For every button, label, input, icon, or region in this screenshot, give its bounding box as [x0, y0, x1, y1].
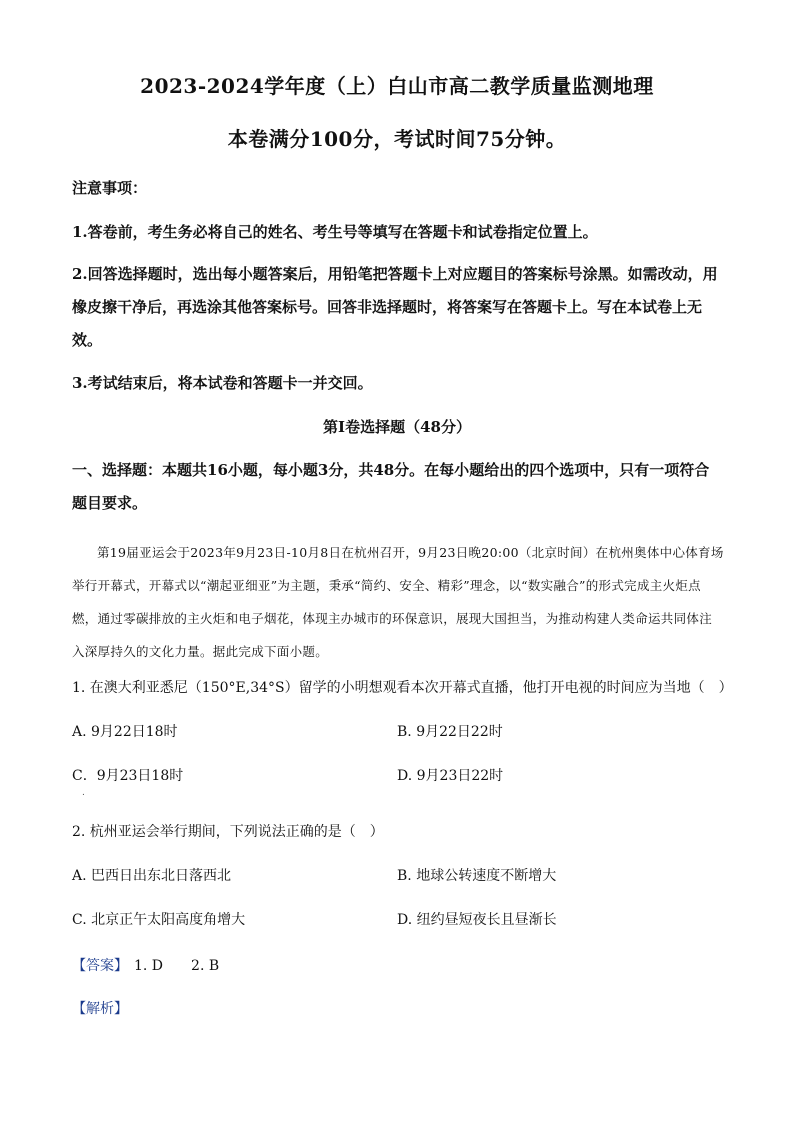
- notice-item-2: 2.回答选择题时，选出每小题答案后，用铅笔把答题卡上对应题目的答案标号涂黑。如需改动，用橡皮擦干净后，再选涂其他答案标号。回答非选择题时，将答案写在答题卡上。写在本试卷上无效。: [72, 265, 718, 349]
- question-1-option-d: D. 9月23日22时: [397, 768, 504, 784]
- question-2-stem: 2. 杭州亚运会举行期间，下列说法正确的是（ ）: [72, 824, 384, 840]
- section-heading: 第Ⅰ卷选择题（48分）: [323, 418, 471, 436]
- notice-item-3: 3.考试结束后，将本试卷和答题卡一并交回。: [72, 374, 373, 392]
- section-instruction: 一、选择题：本题共16小题，每小题3分，共48分。在每小题给出的四个选项中，只有一项符合题目要求。: [72, 461, 710, 512]
- answer-tag: 【答案】: [72, 958, 128, 974]
- exam-subtitle: 本卷满分100分，考试时间75分钟。: [227, 127, 567, 151]
- question-1-option-b: B. 9月22日22时: [397, 724, 503, 740]
- notice-item-1: 1.答卷前，考生务必将自己的姓名、考生号等填写在答题卡和试卷指定位置上。: [72, 223, 598, 241]
- question-2-option-a: A. 巴西日出东北日落西北: [72, 868, 232, 884]
- analysis-tag: 【解析】: [72, 1001, 128, 1017]
- question-2-option-c: C. 北京正午太阳高度角增大: [72, 912, 246, 928]
- exam-title: 2023-2024学年度（上）白山市高二教学质量监测地理: [140, 74, 654, 98]
- question-2-option-b: B. 地球公转速度不断增大: [397, 868, 557, 884]
- notice-heading: 注意事项：: [72, 179, 148, 197]
- question-1-option-a: A. 9月22日18时: [72, 724, 178, 740]
- answer-values: 1. D 2. B: [134, 958, 220, 974]
- question-1-option-c: C．9月23日18时: [72, 768, 184, 784]
- stray-dot: .: [82, 788, 85, 798]
- question-1-stem: 1. 在澳大利亚悉尼（150°E,34°S）留学的小明想观看本次开幕式直播，他打开电视的时间应为当地（ ）: [72, 680, 733, 696]
- question-2-option-d: D. 纽约昼短夜长且昼渐长: [397, 912, 557, 928]
- answer-block: [72, 955, 219, 975]
- question-intro: 第19届亚运会于2023年9月23日-10月8日在杭州召开，9月23日晚20:00（北京时间）在杭州奥体中心体育场举行开幕式，开幕式以“潮起亚细亚”为主题，秉承“简约、安全、精彩”理念，以“数实融合”的形式完成主火炬点燃，通过零碳排放的主火炬和电子烟花，体现主办城市的环保意识，展现大国担当，为推动构建人类命运共同体注入深厚持久的文化力量。据此完成下面小题。: [72, 545, 724, 659]
